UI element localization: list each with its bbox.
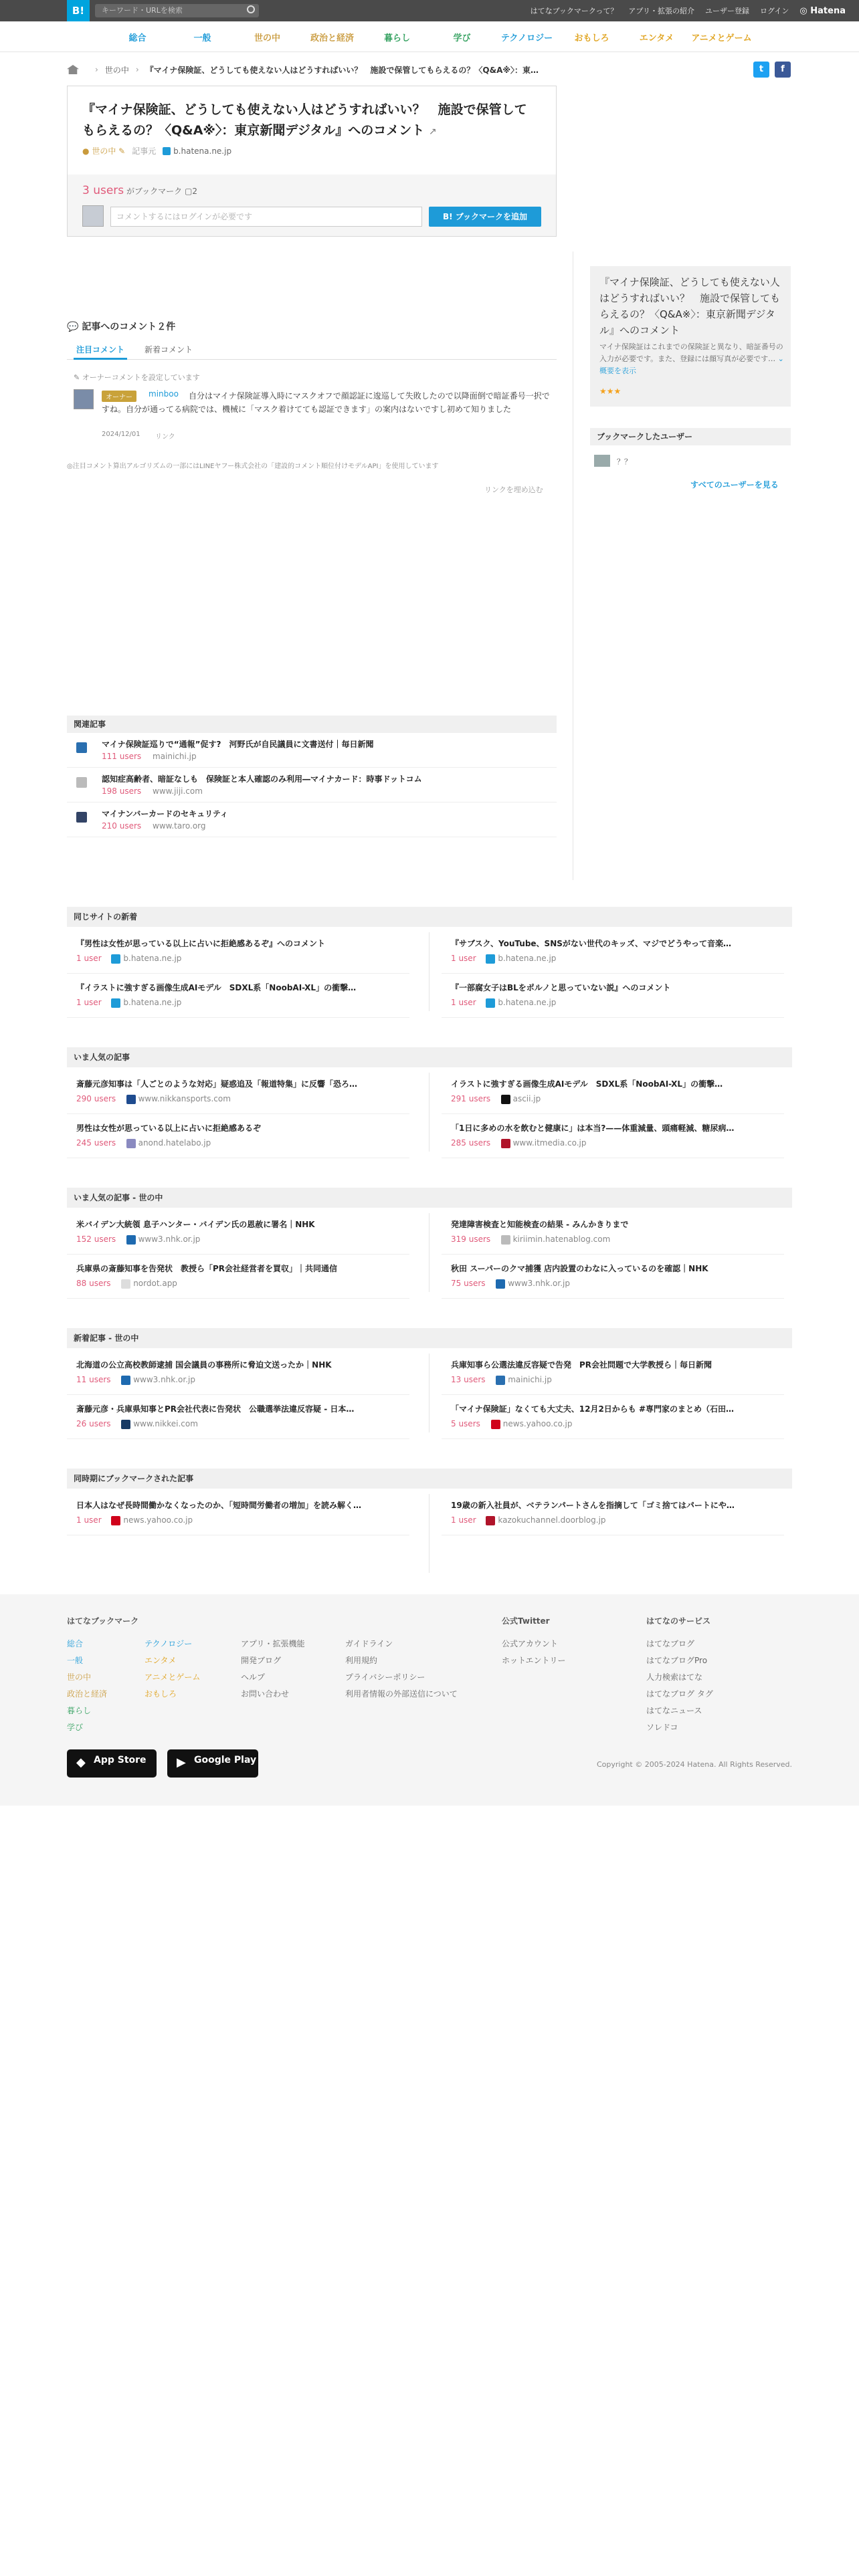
article-item[interactable] [67,1070,409,1114]
footer-link[interactable]: はてなブログ [646,1639,695,1648]
footer-col-4 [345,1636,458,1703]
add-bookmark-button[interactable] [429,207,541,227]
category-dot-icon: ● [82,146,90,156]
footer-link[interactable]: テクノロジー [145,1639,193,1648]
footer [0,1594,859,1806]
google-play-label: Google Play [194,1755,257,1765]
external-link-icon[interactable]: ↗ [428,126,437,137]
article-item[interactable] [67,930,409,974]
chevron-down-icon: ⌄ [777,354,784,363]
owner-note-text: オーナーコメントを設定しています [82,373,200,382]
source-favicon-icon [163,147,171,155]
article-item[interactable] [442,1255,784,1299]
article-domain[interactable]: www3.nhk.or.jp [133,1375,195,1384]
article-domain[interactable]: kiriimin.hatenablog.com [512,1235,611,1244]
footer-link[interactable]: お問い合わせ [241,1689,290,1699]
footer-link[interactable]: アニメとゲーム [145,1673,201,1682]
article-grid [67,1208,792,1308]
article-item[interactable] [442,974,784,1018]
article-title[interactable]: 斎藤元彦・兵庫県知事とPR会社代表に告発状 公職選挙法違反容疑 - 日本… [76,1404,355,1414]
article-title[interactable]: 兵庫知事ら公選法違反容疑で告発 PR会社問題で大学教授ら｜毎日新聞 [451,1360,712,1370]
article-users[interactable]: 319 users [451,1235,491,1244]
entry-source[interactable] [163,146,231,156]
article-title[interactable]: 秋田 スーパーのクマ捕獲 店内設置のわなに入っているのを確認｜NHK [451,1264,708,1273]
breadcrumb-current: 『マイナ保険証、どうしても使えない人はどうすればいい？ 施設で保管してもらえるの？〈Q&A※〉：東… [145,65,539,75]
comment-tabs [67,340,557,360]
footer-link[interactable]: はてなブログ タグ [646,1689,713,1699]
category-tab[interactable]: 一般 [193,33,211,43]
footer-link[interactable]: 人力検索はてな [646,1673,703,1682]
article-grid [67,927,792,1027]
footer-link[interactable]: 世の中 [67,1673,92,1682]
footer-bookmark-col [67,1613,138,1636]
star-rating[interactable]: ★★★ [599,387,622,396]
footer-link[interactable]: 開発ブログ [241,1656,282,1665]
footer-services-col [646,1613,710,1636]
article-users[interactable]: 26 users [76,1419,111,1428]
article-domain[interactable]: news.yahoo.co.jp [502,1419,573,1428]
section-heading: いま人気の記事 - 世の中 [67,1188,792,1208]
play-icon: ▶ [177,1755,186,1769]
article-users[interactable]: 152 users [76,1235,116,1244]
comment-count: 2 [192,187,197,196]
section-heading: 同じサイトの新着 [67,907,792,927]
tab-new-comments[interactable]: 新着コメント [145,345,193,354]
app-store-badge[interactable] [67,1749,157,1778]
favicon-icon [76,812,87,823]
users-suffix: がブックマーク [126,187,183,196]
comment-date[interactable]: 2024/12/01 [102,431,140,438]
entry-summary-card [590,266,791,407]
search-icon[interactable] [247,5,255,13]
footer-link[interactable]: プライバシーポリシー [345,1673,425,1682]
article-item[interactable] [67,1210,409,1255]
guest-avatar [82,205,104,227]
article-users[interactable]: 88 users [76,1279,111,1288]
bookmark-count[interactable] [82,184,197,197]
article-item[interactable] [442,1210,784,1255]
article-users[interactable]: 1 user [76,998,102,1007]
favicon-icon [486,954,495,964]
article-item[interactable] [442,1351,784,1395]
footer-link[interactable]: 学び [67,1723,84,1732]
about-link[interactable]: はてなブックマークって？ [530,7,618,15]
commenter-name[interactable]: minboo [149,389,179,399]
article-domain[interactable]: b.hatena.ne.jp [123,998,182,1007]
favicon-icon [121,1376,130,1385]
footer-link[interactable]: はてなブログPro [646,1656,708,1665]
embed-link[interactable]: リンクを埋め込む [484,486,543,494]
entry-title[interactable] [82,100,537,142]
article-domain[interactable]: news.yahoo.co.jp [123,1515,193,1525]
footer-link[interactable]: 公式アカウント [502,1639,558,1648]
comment-input[interactable]: コメントするにはログインが必要です [110,207,422,227]
related-articles [67,716,557,837]
breadcrumb-separator: › [135,65,139,74]
article-users[interactable]: 1 user [451,1515,476,1525]
article-title[interactable]: 兵庫県の斎藤知事を告発状 教授ら「PR会社経営者を買収」｜共同通信 [76,1264,338,1273]
grid-divider [429,1213,430,1292]
footer-heading: はてなブックマーク [67,1616,139,1626]
favicon-icon [121,1279,130,1289]
footer-link[interactable]: 暮らし [67,1706,92,1715]
summary-description [599,341,784,377]
algorithm-note: ◎注目コメント算出アルゴリズムの一部にはLINEヤフー株式会社の「建設的コメント順位付けモデルAPI」を使用しています [67,463,439,470]
favicon-icon [496,1279,505,1289]
related-users[interactable]: 198 users [102,786,142,796]
footer-twitter-col [502,1613,550,1636]
footer-twitter-links [502,1636,566,1669]
footer-link[interactable]: 政治と経済 [67,1689,108,1699]
article-item[interactable] [67,1351,409,1395]
article-title[interactable]: 北海道の公立高校教師逮捕 国会議員の事務所に脅迫文送ったか｜NHK [76,1360,332,1370]
favicon-icon [121,1420,130,1429]
favicon-icon [126,1235,136,1245]
article-item[interactable] [442,1114,784,1158]
grid-divider [429,1494,430,1573]
favicon-icon [491,1420,500,1429]
article-domain[interactable]: anond.hatelabo.jp [138,1138,211,1148]
article-item[interactable] [442,930,784,974]
article-domain[interactable]: ascii.jp [512,1094,541,1103]
related-users[interactable]: 111 users [102,752,142,761]
favicon-icon [486,998,495,1008]
article-users[interactable]: 1 user [451,998,476,1007]
footer-link[interactable]: ソレドコ [646,1723,678,1732]
article-title[interactable]: 「マイナ保険証」なくても大丈夫、12月2日からも #専門家のまとめ（石田… [451,1404,735,1414]
section-heading: 同時期にブックマークされた記事 [67,1469,792,1489]
favicon-icon [486,1516,495,1525]
category-tab[interactable]: おもしろ [574,33,609,43]
related-title[interactable]: マイナンバーカードのセキュリティ [102,809,228,819]
top-links [531,0,846,21]
article-item[interactable] [442,1491,784,1535]
footer-link[interactable]: エンタメ [145,1656,177,1665]
entry-category[interactable] [82,145,125,156]
article-users[interactable]: 13 users [451,1375,486,1384]
footer-link[interactable]: ガイドライン [345,1639,393,1648]
favicon-icon [111,998,120,1008]
grid-divider [429,1073,430,1152]
top-bar [0,0,859,21]
entry-title-text: 『マイナ保険証、どうしても使えない人はどうすればいい？ 施設で保管してもらえるの？〈Q&A※〉：東京新聞デジタル』へのコメント [82,102,527,138]
article-users[interactable]: 291 users [451,1094,491,1103]
footer-link[interactable]: おもしろ [145,1689,177,1699]
related-users[interactable]: 210 users [102,821,142,831]
source-label: 記事元 [132,146,157,156]
article-title[interactable]: イラストに強すぎる画像生成AIモデル SDXL系「NoobAI-XL」の衝撃… [451,1079,723,1089]
related-item[interactable] [67,768,557,802]
entry-source-domain: b.hatena.ne.jp [173,146,232,156]
search-placeholder: キーワード・URLを検索 [102,6,183,15]
article-section [67,907,792,1027]
article-title[interactable]: 日本人はなぜ長時間働かなくなったのか、「短時間労働者の増加」を読み解く… [76,1501,362,1510]
breadcrumb [67,59,792,80]
comment-link[interactable]: リンク [155,433,175,441]
article-grid [67,1489,792,1589]
related-item[interactable] [67,802,557,837]
article-users[interactable]: 1 user [76,954,102,963]
favicon-icon [501,1095,510,1104]
related-heading: 関連記事 [67,716,557,733]
category-tab[interactable]: 政治と経済 [310,33,354,43]
article-title[interactable]: 『サブスク、YouTube、SNSがない世代のキッズ、マジでどうやって音楽… [451,939,732,948]
article-item[interactable] [442,1070,784,1114]
footer-link[interactable]: 総合 [67,1639,84,1648]
entry-meta [82,145,231,156]
favicon-icon [76,777,87,788]
footer-link[interactable]: はてなニュース [646,1706,702,1715]
signup-link[interactable]: ユーザー登録 [704,7,749,15]
category-tab[interactable]: エンタメ [639,33,674,43]
article-title[interactable]: 「1日に多めの水を飲むと健康に」は本当?——体重減量、頭痛軽減、糖尿病… [451,1123,735,1133]
article-section [67,1469,792,1589]
article-domain[interactable]: www.nikkei.com [133,1419,198,1428]
footer-twitter-heading: 公式Twitter [502,1616,550,1626]
breadcrumb-separator: › [95,65,98,74]
login-link[interactable]: ログイン [759,7,789,15]
article-users[interactable]: 11 users [76,1375,111,1384]
favicon-icon [76,742,87,753]
comments-heading-text: 記事へのコメント２件 [82,322,176,332]
article-title[interactable]: 『男性は女性が思っている以上に占いに拒絶感あるぞ』へのコメント [76,939,326,948]
show-summary-label: 概要を表示 [599,366,636,375]
article-title[interactable]: 米バイデン大統領 息子ハンター・バイデン氏の恩赦に署名｜NHK [76,1220,315,1229]
article-item[interactable] [67,1255,409,1299]
bookmark-area [68,175,556,236]
favicon-icon [501,1139,510,1148]
google-play-badge[interactable] [167,1749,258,1778]
article-domain[interactable]: www.nikkansports.com [138,1094,231,1103]
article-users[interactable]: 285 users [451,1138,491,1148]
section-heading: いま人気の記事 [67,1047,792,1067]
article-domain[interactable]: mainichi.jp [508,1375,552,1384]
article-domain[interactable]: b.hatena.ne.jp [498,998,557,1007]
users-count: 3 users [82,184,124,197]
related-domain[interactable]: www.taro.org [153,821,206,831]
article-domain[interactable]: www3.nhk.or.jp [138,1235,201,1244]
footer-link[interactable]: アプリ・拡張機能 [241,1639,305,1648]
related-domain[interactable]: www.jiji.com [153,786,203,796]
grid-divider [429,1354,430,1432]
search-input[interactable] [95,4,259,17]
grid-divider [429,932,430,1011]
category-nav [0,21,859,52]
footer-services-links [646,1636,713,1736]
article-users[interactable]: 290 users [76,1094,116,1103]
article-title[interactable]: 男性は女性が思っている以上に占いに拒絶感あるぞ [76,1123,262,1133]
tab-popular-comments[interactable]: 注目コメント [74,342,127,360]
related-item[interactable] [67,733,557,768]
comment-text: 自分はマイナ保険証導入時にマスクオフで顔認証に逡巡して失敗したので以降面倒で暗証番号一択ですね。自分が通ってる病院では、機械に「マスク着けてても認証できます」の案内はないですし初めて知りました [102,391,550,414]
article-users[interactable]: 1 user [76,1515,102,1525]
category-tab[interactable]: テクノロジー [500,33,553,43]
favicon-icon [111,1516,120,1525]
hatena-brand-label: Hatena [810,5,846,16]
category-tab[interactable]: 学び [453,33,471,43]
article-section [67,1188,792,1308]
article-title[interactable]: 『一部腐女子はBLをポルノと思っていない説』へのコメント [451,983,671,992]
apps-link[interactable]: アプリ・拡張の紹介 [628,7,694,15]
app-store-label: App Store [94,1755,147,1765]
article-title[interactable]: 発達障害検査と知能検査の結果 - みんかきりまで [451,1220,629,1229]
bookmarked-users-heading: ブックマークしたユーザー [590,428,791,445]
footer-link[interactable]: 利用者情報の外部送信について [345,1689,458,1699]
article-grid [67,1067,792,1168]
article-domain[interactable]: nordot.app [133,1279,177,1288]
article-domain[interactable]: www3.nhk.or.jp [508,1279,570,1288]
article-users[interactable]: 75 users [451,1279,486,1288]
article-users[interactable]: 245 users [76,1138,116,1148]
article-item[interactable] [67,1114,409,1158]
user-name[interactable]: ？？ [617,457,632,466]
speech-bubble-icon: 💬 [67,322,79,332]
category-tab[interactable]: 総合 [128,33,147,43]
commenter-avatar[interactable] [74,389,94,409]
breadcrumb-category[interactable]: 世の中 [104,65,129,75]
comment-bubble-icon: ▢ [184,187,193,196]
category-tab[interactable]: 暮らし [383,33,410,43]
all-users-link[interactable]: すべてのユーザーを見る [690,480,779,490]
article-section [67,1047,792,1168]
article-item[interactable] [67,1395,409,1439]
copyright: Copyright © 2005-2024 Hatena. All Rights Reserved. [596,1760,792,1769]
article-title[interactable]: 19歳の新入社員が、ベテランパートさんを指摘して「ゴミ捨てはパートにや… [451,1501,735,1510]
footer-col-1 [67,1636,107,1736]
category-tab[interactable]: 世の中 [254,33,280,43]
article-domain[interactable]: www.itmedia.co.jp [512,1138,587,1148]
article-title[interactable]: 『イラストに強すぎる画像生成AIモデル SDXL系「NoobAI-XL」の衝撃… [76,983,357,992]
hatena-brand[interactable] [799,6,846,16]
article-section [67,1328,792,1448]
twitter-share-icon[interactable]: t [753,62,769,78]
entry-category-label: 世の中 [92,146,116,156]
favicon-icon [496,1376,505,1385]
article-domain[interactable]: b.hatena.ne.jp [498,954,557,963]
hatena-brand-icon: ◎ [799,5,807,16]
related-title[interactable]: マイナ保険証巡りで“通報”促す? 河野氏が自民議員に文書送付｜毎日新聞 [102,740,374,749]
favicon-icon [126,1095,136,1104]
article-domain[interactable]: kazokuchannel.doorblog.jp [498,1515,606,1525]
article-domain[interactable]: b.hatena.ne.jp [123,954,182,963]
footer-services-heading: はてなのサービス [646,1616,711,1626]
footer-link[interactable]: ホットエントリー [502,1656,566,1665]
comments-heading [67,320,175,333]
apple-icon: ◆ [76,1755,86,1769]
owner-comment-note [74,372,200,383]
footer-col-2 [145,1636,200,1703]
article-users[interactable]: 1 user [451,954,476,963]
footer-link[interactable]: 利用規約 [345,1656,378,1665]
facebook-share-icon[interactable]: f [775,62,791,78]
entry-box [67,86,557,237]
summary-title[interactable]: 『マイナ保険証、どうしても使えない人はどうすればいい？ 施設で保管してもらえるの？〈Q&A※〉：東京新聞デジタル』へのコメント [599,276,781,336]
owner-badge: オーナー [102,391,136,402]
user-avatar[interactable] [594,455,610,467]
bookmark-b-icon: B! [443,212,453,221]
footer-col-3 [241,1636,305,1703]
favicon-icon [501,1235,510,1245]
related-domain[interactable]: mainichi.jp [153,752,197,761]
add-bookmark-label: ブックマークを追加 [455,212,527,221]
footer-link[interactable]: ヘルプ [241,1673,266,1682]
favicon-icon [111,954,120,964]
article-item[interactable] [442,1395,784,1439]
summary-text: マイナ保険証はこれまでの保険証と異なり、暗証番号の入力が必要です。また、登録には顔写真が必要です… [599,342,783,363]
footer-link[interactable]: 一般 [67,1656,84,1665]
section-heading: 新着記事 - 世の中 [67,1328,792,1348]
home-icon[interactable] [67,65,79,74]
article-grid [67,1348,792,1448]
article-title[interactable]: 斎藤元彦知事は「人ごとのような対応」疑惑追及「報道特集」に反響「恐ろ… [76,1079,358,1089]
edit-icon[interactable]: ✎ [118,146,126,156]
category-tab[interactable]: アニメとゲーム [691,33,752,43]
pencil-icon: ✎ [74,373,80,382]
article-users[interactable]: 5 users [451,1419,480,1428]
hatena-bookmark-logo[interactable]: B! [67,0,90,21]
related-title[interactable]: 認知症高齢者、暗証なしも 保険証と本人確認のみ利用―マイナカード：時事ドットコム [102,774,422,784]
article-item[interactable] [67,1491,409,1535]
article-item[interactable] [67,974,409,1018]
favicon-icon [126,1139,136,1148]
